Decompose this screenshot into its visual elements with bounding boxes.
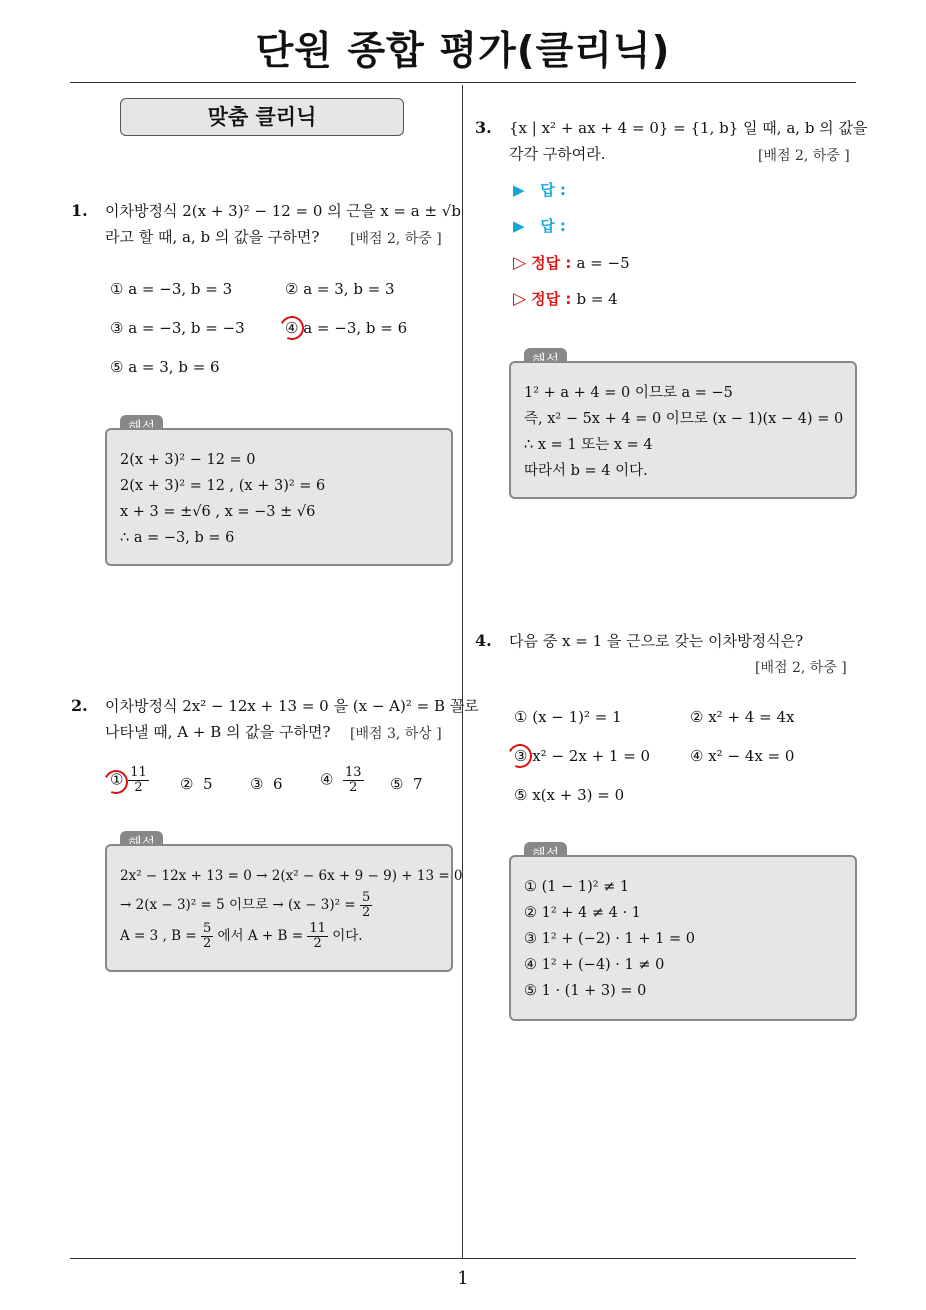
q1-choice-2[interactable]: ② a = 3, b = 3 <box>285 280 395 298</box>
choice-mark: ④ <box>320 770 334 789</box>
q3-exp-line: 즉, x² − 5x + 4 = 0 이므로 (x − 1)(x − 4) = 0 <box>524 411 844 427</box>
q2-choice-4[interactable] <box>320 766 364 795</box>
q3-stem-line2: 각각 구하여라. <box>509 145 606 163</box>
choice-value: 7 <box>413 775 423 793</box>
q2-explanation-box <box>105 844 463 972</box>
q1-number: 1. <box>71 201 88 220</box>
q3-correct-row-1: ▷ 정답 : a = −5 <box>513 253 630 273</box>
q3-exp-line: 따라서 b = 4 이다. <box>524 463 648 479</box>
play-icon: ▶ <box>513 217 525 235</box>
q4-number: 4. <box>475 631 492 650</box>
q3-correct-row-2: ▷ 정답 : b = 4 <box>513 289 618 309</box>
column-divider <box>462 85 463 1258</box>
q1-stem-line2: 라고 할 때, a, b 의 값을 구하면? <box>105 228 320 246</box>
q1-exp-line: 2(x + 3)² = 12 , (x + 3)² = 6 <box>120 478 326 494</box>
choice-mark: ③ <box>250 775 264 793</box>
q2-stem-line1: 이차방정식 2x² − 12x + 13 = 0 을 (x − A)² = B 꼴로 <box>105 697 479 715</box>
q2-choice-5[interactable] <box>390 775 423 793</box>
q4-choice-5[interactable]: ⑤ x(x + 3) = 0 <box>514 786 625 804</box>
footer-rule <box>70 1258 856 1259</box>
q4-choice-4[interactable]: ④ x² − 4x = 0 <box>690 747 795 765</box>
q2-exp-line: 2x² − 12x + 13 = 0 → 2(x² − 6x + 9 − 9) + 13 = 0 <box>120 868 463 884</box>
q4-exp-line: ③ 1² + (−2) · 1 + 1 = 0 <box>524 931 695 947</box>
q4-exp-line: ① (1 − 1)² ≠ 1 <box>524 879 630 895</box>
fraction: $\frac{13}{2}$ <box>345 765 362 795</box>
q3-score: [배점 2, 하중 ] <box>758 148 850 164</box>
q1-stem-line1: 이차방정식 2(x + 3)² − 12 = 0 의 근을 x = a ± √b <box>105 202 461 220</box>
header-rule <box>70 82 856 83</box>
q2-exp-line: A = 3 , B = $\frac{5}{2}$ 에서 A + B = $\frac{11}{2}$ 이다. <box>120 921 363 951</box>
choice-value: 5 <box>203 775 213 793</box>
q4-choice-2[interactable]: ② x² + 4 = 4x <box>690 708 795 726</box>
q1-exp-line: ∴ a = −3, b = 6 <box>120 530 235 546</box>
q1-score: [배점 2, 하중 ] <box>350 231 442 247</box>
q2-stem-line2: 나타낼 때, A + B 의 값을 구하면? <box>105 723 331 741</box>
triangle-outline-icon: ▷ <box>513 289 527 309</box>
q1-exp-line: x + 3 = ±√6 , x = −3 ± √6 <box>120 504 316 520</box>
choice-value: 6 <box>273 775 283 793</box>
section-label: 맞춤 클리닉 <box>120 98 404 136</box>
answer-circle-mark <box>505 741 536 772</box>
q2-choice-2[interactable] <box>180 775 213 793</box>
q3-explanation-box <box>509 361 857 499</box>
q2-exp-line: → 2(x − 3)² = 5 이므로 → (x − 3)² = $\frac{5}{2}$ <box>120 890 371 920</box>
q4-exp-line: ④ 1² + (−4) · 1 ≠ 0 <box>524 957 665 973</box>
q4-score: [배점 2, 하중 ] <box>755 660 847 676</box>
q4-exp-line: ② 1² + 4 ≠ 4 · 1 <box>524 905 641 921</box>
q1-exp-line: 2(x + 3)² − 12 = 0 <box>120 452 256 468</box>
q2-choice-3[interactable] <box>250 775 283 793</box>
page-title: 단원 종합 평가(클리닉) <box>255 29 671 74</box>
q1-explanation-box <box>105 428 453 566</box>
q3-answer-row-2: ▶ 답 : <box>513 217 566 235</box>
q1-choice-5[interactable]: ⑤ a = 3, b = 6 <box>110 358 220 376</box>
fraction: $\frac{5}{2}$ <box>202 921 212 951</box>
q3-answer-row-1: ▶ 답 : <box>513 181 566 199</box>
q3-number: 3. <box>475 118 492 137</box>
q1-choice-1[interactable]: ① a = −3, b = 3 <box>110 280 233 298</box>
q1-choice-4[interactable]: ④ a = −3, b = 6 <box>285 319 408 337</box>
choice-mark: ② <box>180 775 194 793</box>
fraction: $\frac{11}{2}$ <box>130 765 147 795</box>
q4-choice-3[interactable]: ③ x² − 2x + 1 = 0 <box>514 747 651 765</box>
play-icon: ▶ <box>513 181 525 199</box>
q3-exp-line: ∴ x = 1 또는 x = 4 <box>524 437 653 453</box>
fraction: $\frac{5}{2}$ <box>361 890 371 920</box>
q1-choice-3[interactable]: ③ a = −3, b = −3 <box>110 319 245 337</box>
page-number: 1 <box>457 1268 469 1289</box>
q4-stem-line1: 다음 중 x = 1 을 근으로 갖는 이차방정식은? <box>509 632 804 650</box>
choice-mark: ⑤ <box>390 775 404 793</box>
answer-circle-mark <box>277 313 308 344</box>
q4-choice-1[interactable]: ① (x − 1)² = 1 <box>514 708 622 726</box>
triangle-outline-icon: ▷ <box>513 253 527 273</box>
q3-stem-line1: {x | x² + ax + 4 = 0} = {1, b} 일 때, a, b 의 값을 <box>509 119 868 137</box>
q2-number: 2. <box>71 696 88 715</box>
q4-explanation-box <box>509 855 857 1021</box>
q3-exp-line: 1² + a + 4 = 0 이므로 a = −5 <box>524 385 733 401</box>
choice-mark: ① <box>110 770 124 789</box>
fraction: $\frac{11}{2}$ <box>309 921 326 951</box>
q2-score: [배점 3, 하상 ] <box>350 726 442 742</box>
q4-exp-line: ⑤ 1 · (1 + 3) = 0 <box>524 983 647 999</box>
